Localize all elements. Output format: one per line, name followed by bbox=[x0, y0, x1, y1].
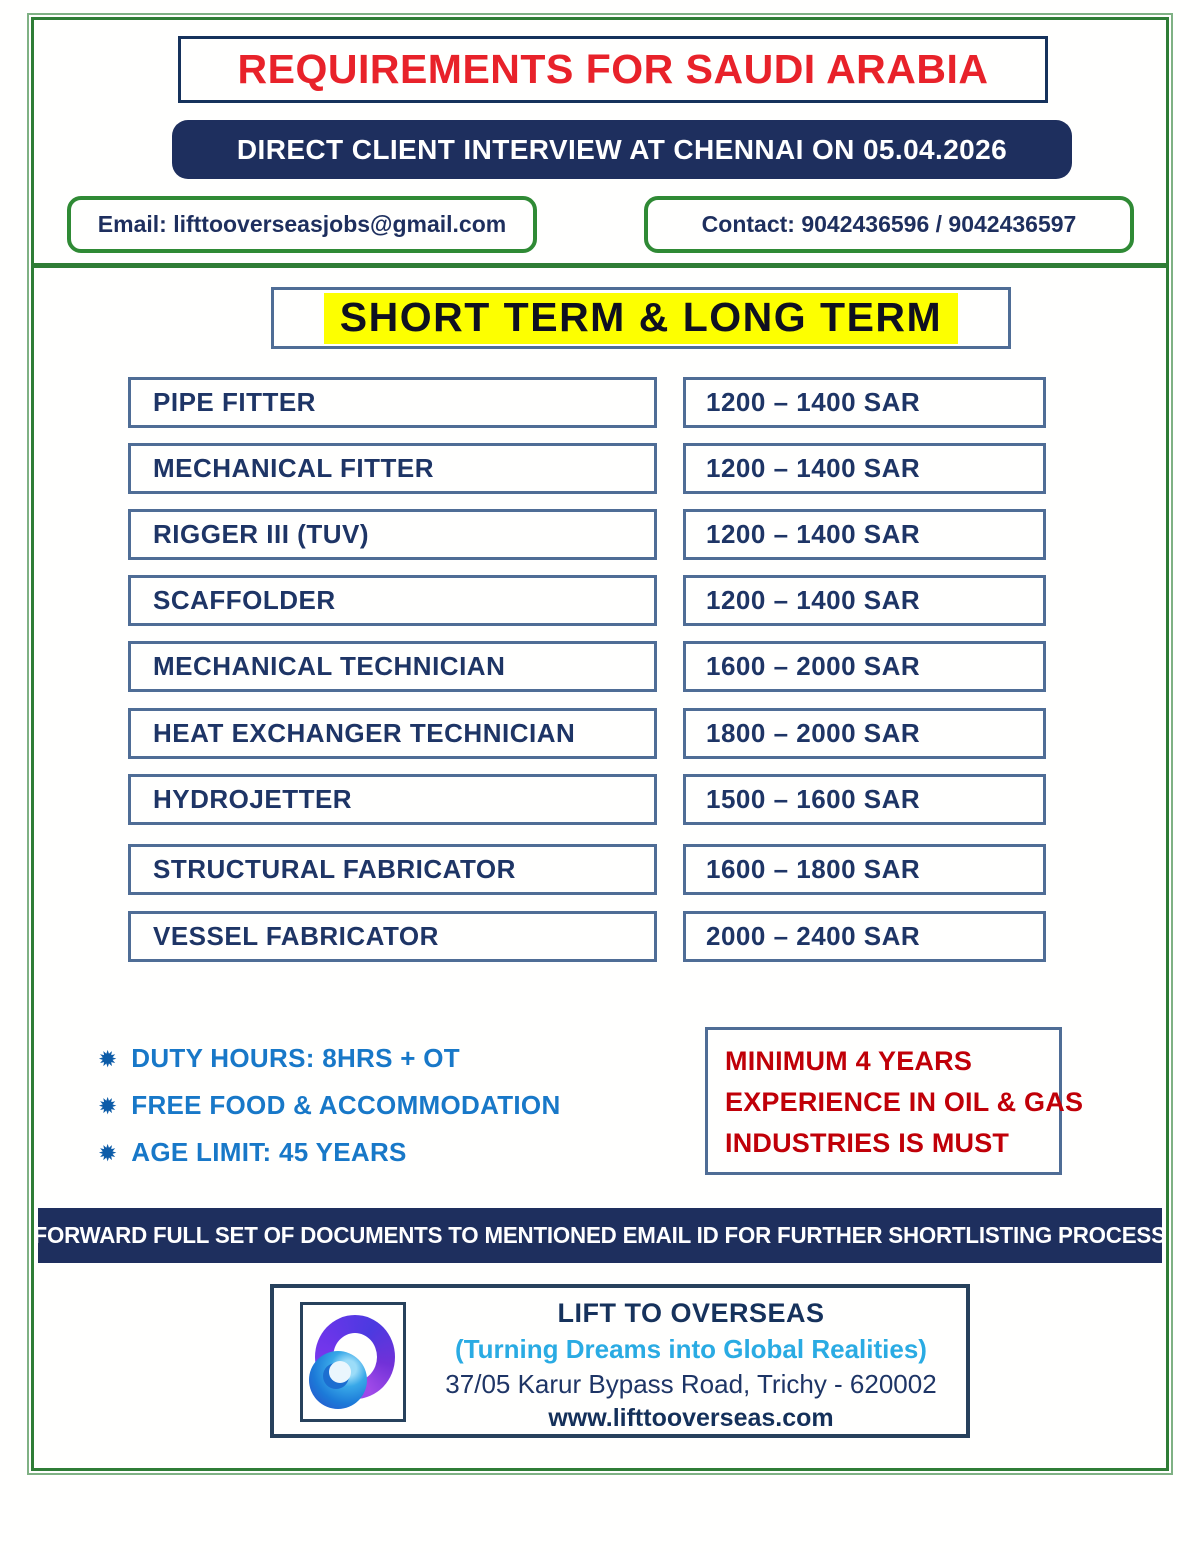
email-box bbox=[67, 196, 537, 253]
job-salary-box bbox=[683, 575, 1046, 626]
benefit-text: AGE LIMIT: 45 YEARS bbox=[131, 1137, 407, 1167]
job-salary-text: 1200 – 1400 SAR bbox=[706, 387, 921, 417]
job-role-text: STRUCTURAL FABRICATOR bbox=[153, 854, 516, 884]
job-role-box bbox=[128, 911, 657, 962]
job-role-box bbox=[128, 575, 657, 626]
job-salary-text: 1200 – 1400 SAR bbox=[706, 519, 921, 549]
experience-note-box bbox=[705, 1027, 1084, 1175]
company-logo-frame bbox=[300, 1302, 406, 1422]
poster-title: REQUIREMENTS FOR SAUDI ARABIA bbox=[237, 46, 989, 92]
job-salary-box bbox=[683, 641, 1046, 692]
interview-banner bbox=[172, 120, 1072, 179]
company-tagline: (Turning Dreams into Global Realities) bbox=[455, 1334, 927, 1364]
contact-box bbox=[644, 196, 1134, 253]
star-bullet-icon: ✹ bbox=[98, 1092, 118, 1119]
job-salary-box bbox=[683, 911, 1046, 962]
company-website: www.lifttooverseas.com bbox=[548, 1404, 834, 1432]
job-salary-text: 1600 – 2000 SAR bbox=[706, 651, 921, 681]
job-role-box bbox=[128, 443, 657, 494]
benefit-item bbox=[98, 1090, 561, 1121]
job-role-box bbox=[128, 377, 657, 428]
benefit-text: DUTY HOURS: 8HRS + OT bbox=[131, 1043, 460, 1073]
job-role-text: MECHANICAL TECHNICIAN bbox=[153, 651, 506, 681]
job-salary-box bbox=[683, 443, 1046, 494]
job-role-text: SCAFFOLDER bbox=[153, 585, 336, 615]
job-salary-text: 1800 – 2000 SAR bbox=[706, 718, 921, 748]
job-role-box bbox=[128, 641, 657, 692]
job-salary-text: 2000 – 2400 SAR bbox=[706, 921, 921, 951]
job-salary-box bbox=[683, 509, 1046, 560]
job-salary-box bbox=[683, 844, 1046, 895]
company-info bbox=[424, 1295, 958, 1435]
company-name: LIFT TO OVERSEAS bbox=[557, 1298, 825, 1328]
header-divider bbox=[32, 263, 1168, 268]
job-role-box bbox=[128, 844, 657, 895]
job-role-text: RIGGER III (TUV) bbox=[153, 519, 369, 549]
job-role-text: HYDROJETTER bbox=[153, 784, 353, 814]
job-role-text: VESSEL FABRICATOR bbox=[153, 921, 439, 951]
poster-title-box bbox=[178, 36, 1048, 103]
benefit-item bbox=[98, 1043, 561, 1074]
documents-banner-text: FORWARD FULL SET OF DOCUMENTS TO MENTIONED EMAIL ID FOR FURTHER SHORTLISTING PROCESS bbox=[33, 1222, 1167, 1248]
job-role-box bbox=[128, 509, 657, 560]
job-salary-text: 1600 – 1800 SAR bbox=[706, 854, 921, 884]
job-role-text: HEAT EXCHANGER TECHNICIAN bbox=[153, 718, 576, 748]
experience-note-line: EXPERIENCE IN OIL & GAS bbox=[725, 1087, 1084, 1117]
company-logo bbox=[309, 1315, 397, 1409]
email-text: Email: lifttooverseasjobs@gmail.com bbox=[97, 211, 507, 237]
job-role-text: PIPE FITTER bbox=[153, 387, 316, 417]
section-title: SHORT TERM & LONG TERM bbox=[324, 293, 958, 344]
job-role-box bbox=[128, 708, 657, 759]
job-salary-box bbox=[683, 774, 1046, 825]
job-role-text: MECHANICAL FITTER bbox=[153, 453, 435, 483]
benefit-text: FREE FOOD & ACCOMMODATION bbox=[131, 1090, 561, 1120]
star-bullet-icon: ✹ bbox=[98, 1139, 118, 1166]
job-salary-text: 1200 – 1400 SAR bbox=[706, 453, 921, 483]
logo-wave-icon bbox=[309, 1351, 367, 1409]
company-address: 37/05 Karur Bypass Road, Trichy - 620002 bbox=[445, 1369, 937, 1399]
job-salary-text: 1200 – 1400 SAR bbox=[706, 585, 921, 615]
contact-text: Contact: 9042436596 / 9042436597 bbox=[701, 211, 1077, 237]
star-bullet-icon: ✹ bbox=[98, 1045, 118, 1072]
job-salary-box bbox=[683, 377, 1046, 428]
benefits-list bbox=[98, 1043, 561, 1168]
documents-banner bbox=[33, 1208, 1167, 1263]
benefit-item bbox=[98, 1137, 561, 1168]
job-salary-box bbox=[683, 708, 1046, 759]
job-salary-text: 1500 – 1600 SAR bbox=[706, 784, 921, 814]
experience-note-line: MINIMUM 4 YEARS bbox=[725, 1046, 973, 1076]
interview-banner-text: DIRECT CLIENT INTERVIEW AT CHENNAI ON 05.04.2026 bbox=[236, 133, 1008, 165]
job-role-box bbox=[128, 774, 657, 825]
company-card bbox=[270, 1284, 970, 1438]
experience-note-line: INDUSTRIES IS MUST bbox=[725, 1128, 1010, 1158]
section-title-box bbox=[271, 287, 1011, 349]
